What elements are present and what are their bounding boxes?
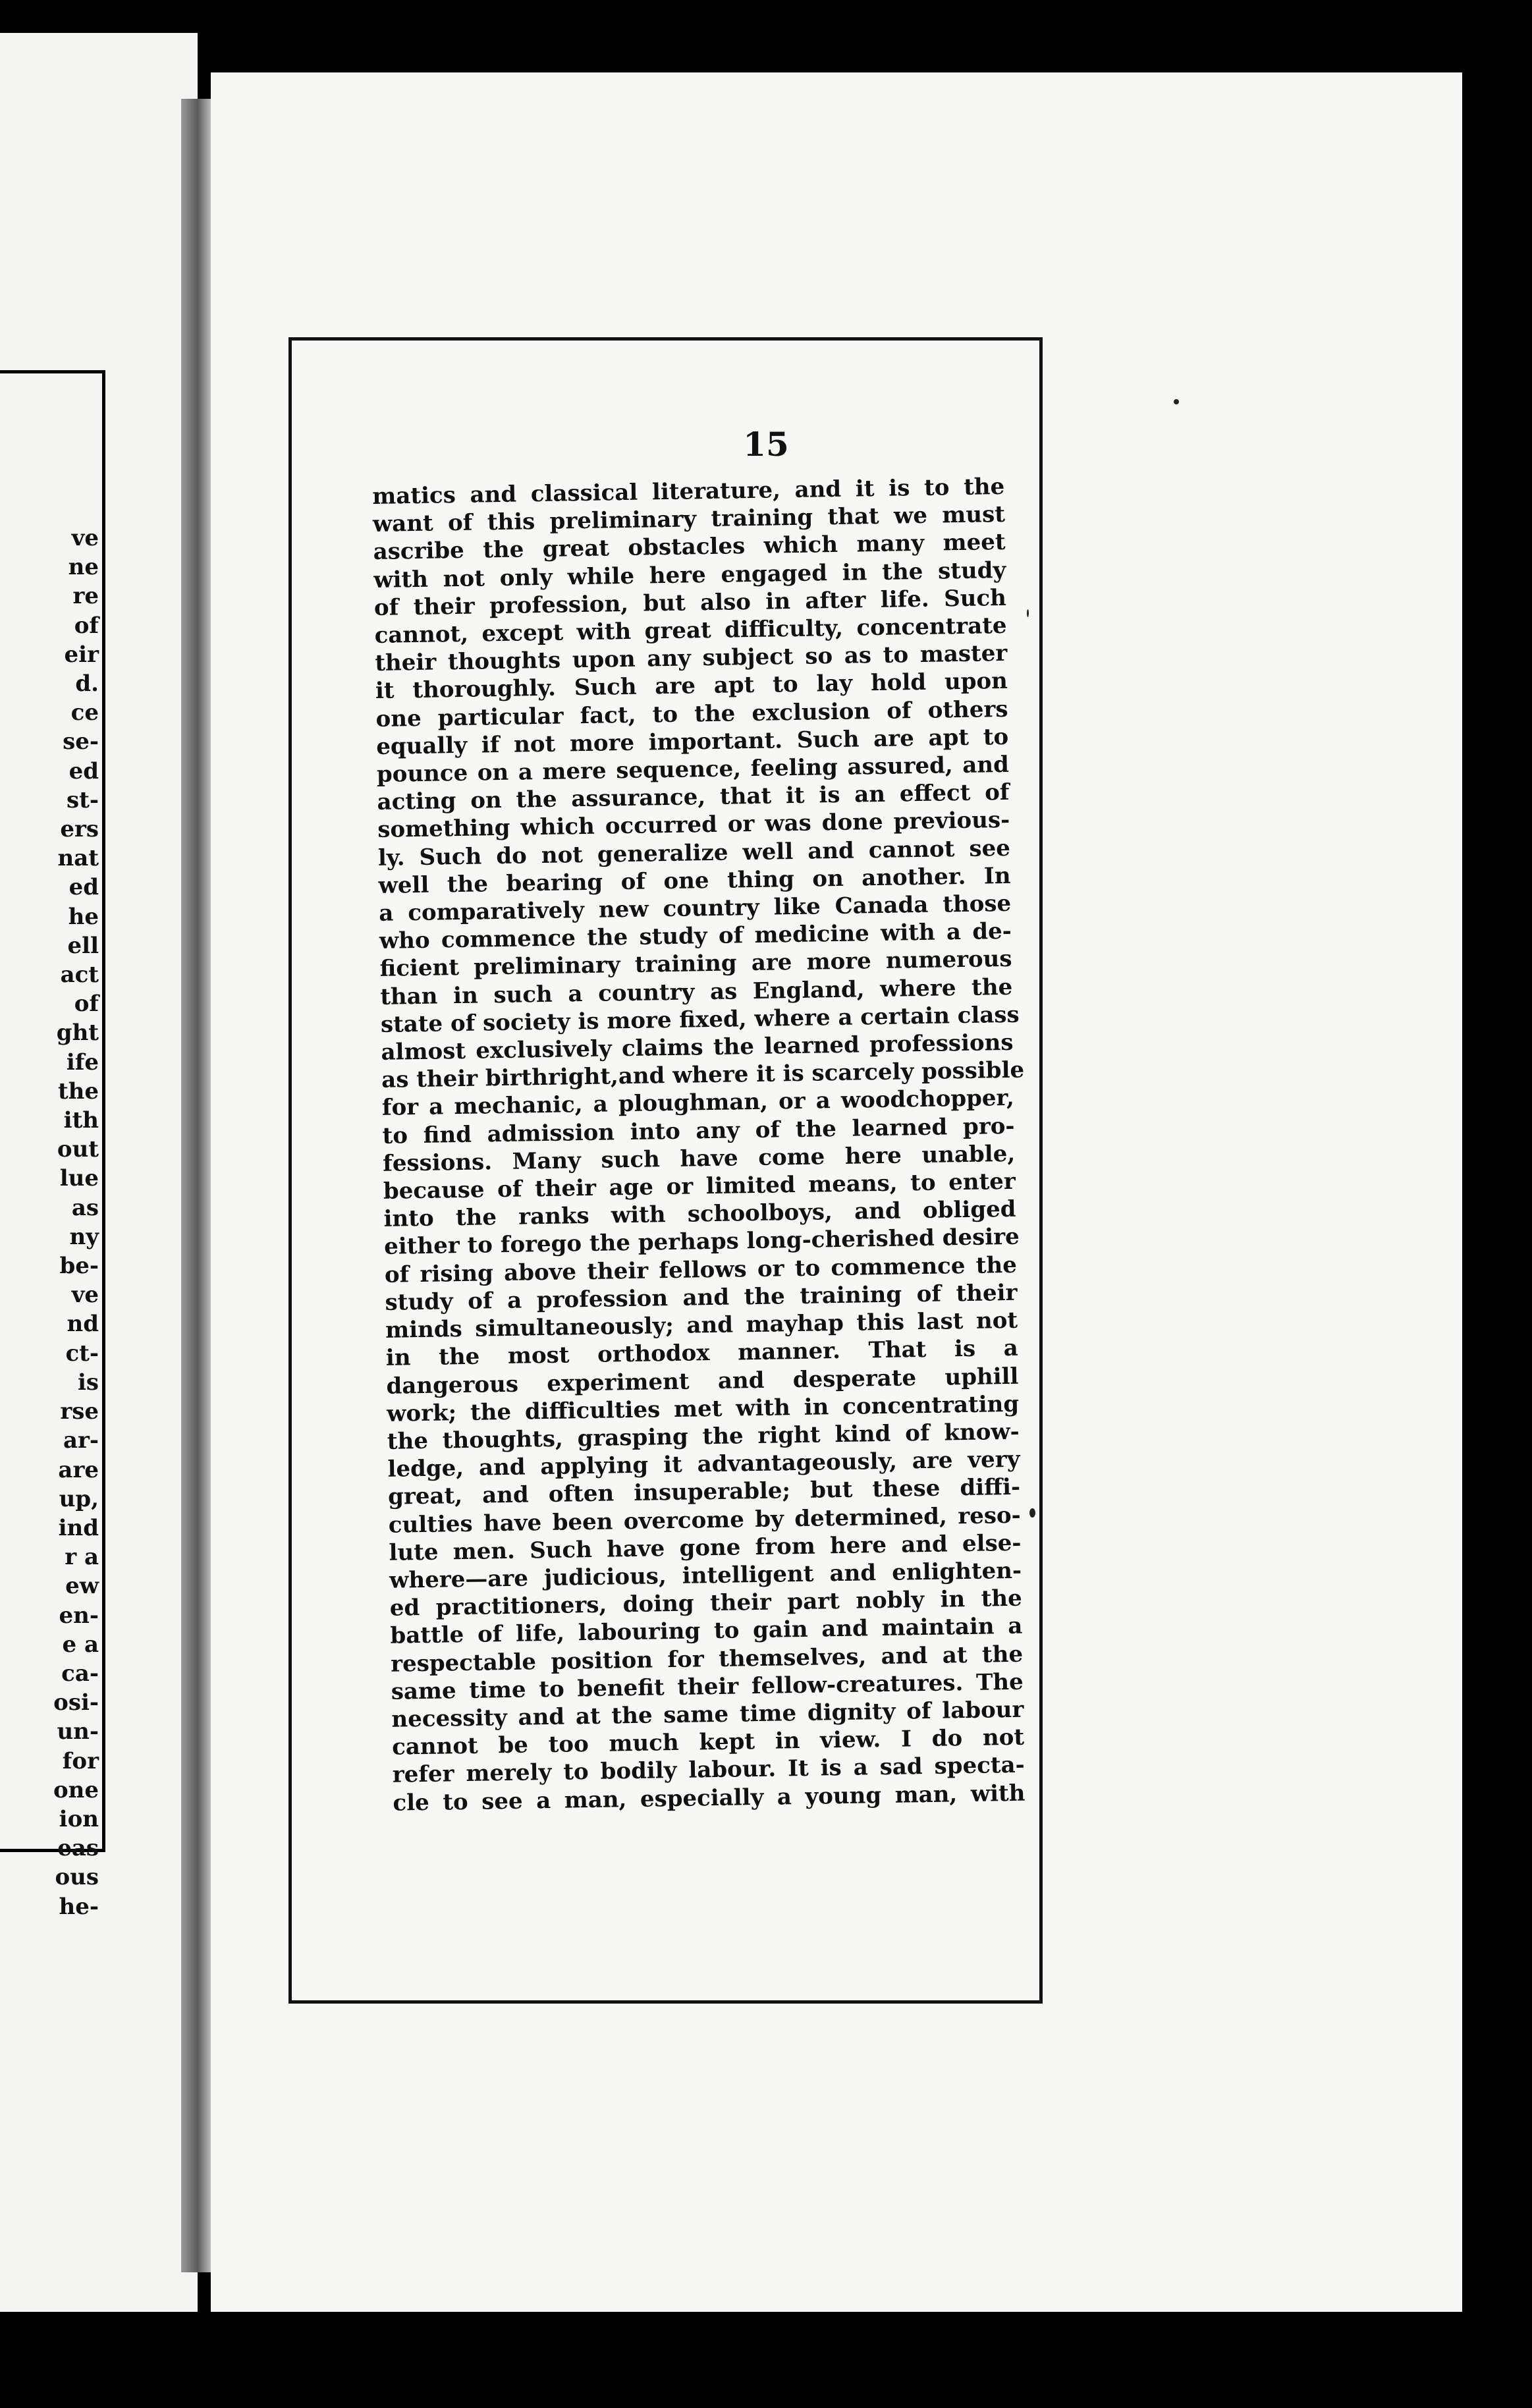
scan-speck — [1174, 399, 1179, 404]
left-fragment-line: ion — [59, 1805, 99, 1832]
left-fragment-line: ny — [69, 1223, 99, 1250]
left-fragment-line: eir — [64, 641, 99, 668]
text-line: because of their age or limited means, to enter — [383, 1168, 1016, 1205]
text-line: culties have been overcome by determined, reso- — [388, 1502, 1022, 1539]
text-line: it thoroughly. Such are apt to lay hold upon — [375, 668, 1008, 705]
left-fragment-line: ca- — [61, 1660, 99, 1687]
text-line: state of society is more fixed, where a certain class — [380, 1001, 1020, 1038]
text-line: fessions. Many such have come here unable, — [382, 1140, 1016, 1177]
left-fragment-line: ers — [60, 816, 99, 843]
text-line: equally if not more important. Such are apt to — [375, 723, 1009, 760]
text-line: with not only while here engaged in the study — [373, 557, 1006, 593]
text-line: ledge, and applying it advantageously, are very — [387, 1446, 1020, 1483]
text-line: refer merely to bodily labour. It is a sad specta- — [392, 1752, 1026, 1789]
text-line: the thoughts, grasping the right kind of know- — [387, 1418, 1020, 1455]
left-fragment-line: ith — [63, 1107, 99, 1134]
text-line: great, and often insuperable; but these diffi- — [387, 1474, 1021, 1511]
scan-speck — [1029, 1508, 1035, 1518]
text-line: work; the difficulties met with in concentrating — [386, 1390, 1020, 1427]
text-line: respectable position for themselves, and at the — [390, 1641, 1024, 1678]
left-fragment-line: he — [68, 903, 99, 930]
text-line: where—are judicious, intelligent and enlighten- — [389, 1557, 1022, 1594]
left-fragment-line: out — [57, 1136, 99, 1163]
text-line: want of this preliminary training that we must — [372, 501, 1006, 538]
left-fragment-line: ar- — [63, 1427, 99, 1454]
left-fragment-line: r a — [65, 1544, 99, 1571]
scan-speck — [1027, 609, 1029, 617]
text-line: as their birthright,and where it is scarcely possible — [381, 1056, 1025, 1094]
body-text — [372, 473, 1026, 1817]
text-line: ed practitioners, doing their part nobly in the — [389, 1585, 1023, 1622]
left-fragment-line: he- — [59, 1893, 99, 1920]
left-fragment-line: ve — [71, 525, 99, 551]
text-line: lute men. Such have gone from here and else- — [389, 1529, 1022, 1566]
left-fragment-line: osi- — [53, 1689, 99, 1716]
left-fragment-line: is — [77, 1369, 99, 1396]
left-fragment-line: eas — [57, 1835, 99, 1862]
text-line: something which occurred or was done previous- — [377, 807, 1010, 844]
left-fragment-line: nd — [67, 1311, 99, 1338]
text-line: battle of life, labouring to gain and maintain a — [390, 1613, 1023, 1650]
left-fragment-line: ve — [71, 1282, 99, 1309]
text-line: almost exclusively claims the learned professions — [381, 1029, 1014, 1066]
text-line: matics and classical literature, and it is to the — [372, 473, 1005, 510]
text-line: one particular fact, to the exclusion of others — [375, 696, 1008, 732]
left-fragment-line: lue — [59, 1165, 99, 1192]
left-fragment-line: are — [58, 1456, 99, 1483]
left-fragment-line: nat — [57, 845, 99, 872]
text-line: study of a profession and the training of their — [385, 1279, 1018, 1316]
text-line: acting on the assurance, that it is an effect of — [377, 779, 1010, 816]
text-line: into the ranks with schoolboys, and obliged — [383, 1196, 1016, 1233]
left-fragment-line: up, — [59, 1485, 99, 1512]
left-fragment-line: ell — [67, 932, 99, 959]
left-fragment-line: ed — [68, 757, 99, 784]
left-fragment-line: the — [57, 1078, 99, 1105]
text-line: of their profession, but also in after life. Such — [373, 584, 1007, 621]
text-line: ly. Such do not generalize well and cannot see — [377, 835, 1011, 871]
left-fragment-line: ed — [68, 874, 99, 901]
text-line: than in such a country as England, where the — [379, 973, 1013, 1010]
text-line: necessity and at the same time dignity of labour — [391, 1696, 1024, 1733]
left-fragment-line: as — [71, 1194, 99, 1221]
left-fragment-line: ce — [70, 699, 99, 726]
text-line: same time to benefit their fellow-creatures. The — [391, 1668, 1024, 1705]
left-fragment-line: be- — [59, 1253, 99, 1280]
text-line: ascribe the great obstacles which many meet — [373, 529, 1006, 566]
text-line: dangerous experiment and desperate uphill — [386, 1363, 1019, 1400]
left-fragment-line: st- — [67, 786, 99, 813]
left-fragment-line: un- — [57, 1718, 99, 1745]
text-line: cle to see a man, especially a young man, with — [393, 1780, 1026, 1817]
text-line: for a mechanic, a ploughman, or a woodchopper, — [381, 1085, 1015, 1122]
text-line: ficient preliminary training are more numerous — [379, 946, 1012, 983]
text-line: well the bearing of one thing on another. In — [378, 862, 1011, 899]
page-number: 15 — [743, 425, 789, 464]
left-fragment-line: one — [53, 1776, 99, 1803]
text-line: cannot, except with great difficulty, concentrate — [374, 612, 1007, 649]
left-fragment-line: se- — [63, 728, 99, 755]
left-fragment-line: e a — [62, 1631, 99, 1658]
left-fragment-line: for — [62, 1747, 99, 1774]
text-line: cannot be too much kept in view. I do not — [391, 1724, 1025, 1761]
left-fragment-line: ct- — [65, 1340, 99, 1367]
text-line: their thoughts upon any subject so as to master — [374, 640, 1008, 677]
left-fragment-line: ous — [55, 1864, 99, 1891]
left-fragment-line: act — [60, 962, 99, 989]
left-fragment-line: ne — [68, 554, 99, 581]
text-line: pounce on a mere sequence, feeling assured, and — [376, 751, 1010, 788]
left-fragment-line: of — [74, 991, 99, 1018]
left-fragment-line: ife — [66, 1049, 99, 1076]
left-fragment-line: rse — [60, 1398, 99, 1425]
text-line: a comparatively new country like Canada those — [378, 890, 1012, 927]
text-line: of rising above their fellows or to commence the — [384, 1251, 1018, 1288]
left-fragment-line: ew — [65, 1573, 99, 1600]
left-fragment-line: re — [72, 583, 99, 610]
left-fragment-line: en- — [59, 1602, 99, 1629]
text-line: either to forego the perhaps long-cherished desire — [383, 1224, 1020, 1261]
left-page-text-fragments — [0, 524, 99, 1921]
text-line: to find admission into any of the learned pro- — [382, 1112, 1015, 1149]
left-adjacent-page — [0, 33, 198, 2312]
left-fragment-line: ght — [56, 1020, 99, 1047]
text-line: minds simultaneously; and mayhap this last not — [385, 1307, 1018, 1344]
left-fragment-line: ind — [58, 1514, 99, 1541]
text-line: who commence the study of medicine with a de- — [379, 918, 1012, 955]
text-line: in the most orthodox manner. That is a — [385, 1335, 1019, 1372]
left-fragment-line: of — [74, 612, 99, 639]
left-fragment-line: d. — [75, 670, 99, 698]
